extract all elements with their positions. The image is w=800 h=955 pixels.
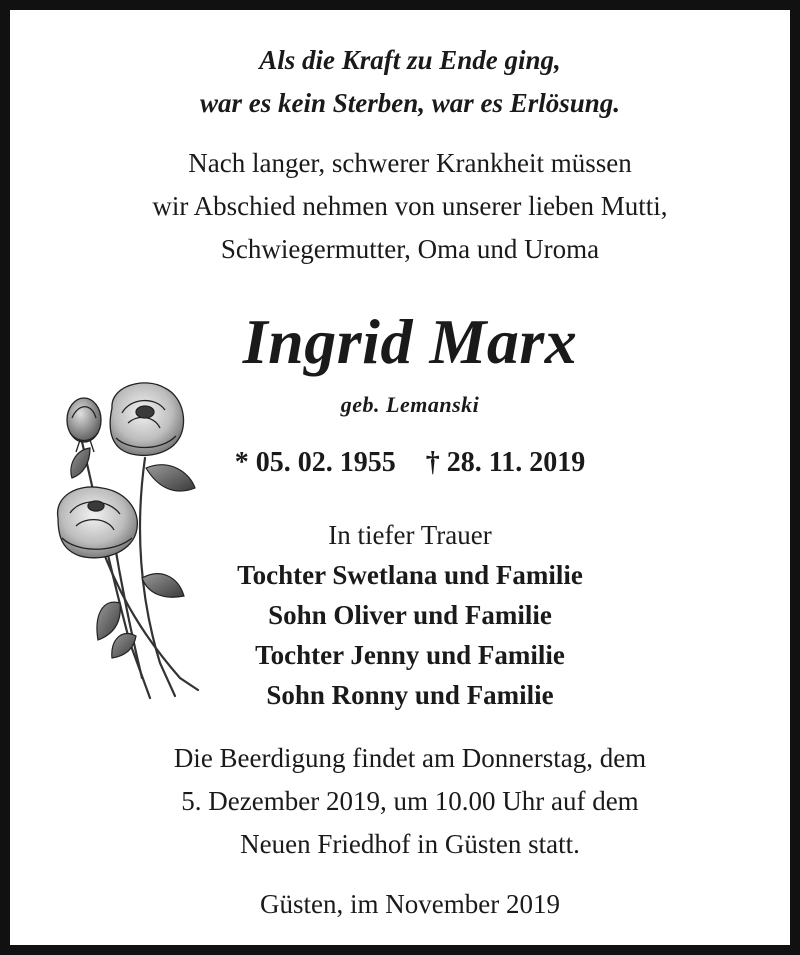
intro-line-3: Schwiegermutter, Oma und Uroma — [220, 234, 600, 264]
funeral-line-1: Die Beerdigung findet am Donnerstag, dem — [173, 743, 647, 773]
mourner-3: Tochter Jenny und Familie — [255, 640, 565, 670]
birth-name: geb. Lemanski — [340, 392, 480, 417]
funeral-line-2: 5. Dezember 2019, um 10.00 Uhr auf dem — [181, 786, 639, 816]
mourner-4: Sohn Ronny und Familie — [266, 680, 554, 710]
funeral-line-3: Neuen Friedhof in Güsten statt. — [240, 829, 580, 859]
mourner-1: Tochter Swetlana und Familie — [237, 560, 583, 590]
birth-date: * 05. 02. 1955 — [234, 447, 396, 478]
closing-line: Güsten, im November 2019 — [260, 889, 560, 919]
mourner-2: Sohn Oliver und Familie — [268, 600, 552, 630]
motto-line-1: Als die Kraft zu Ende ging, — [259, 45, 561, 75]
deceased-name: Ingrid Marx — [242, 306, 578, 377]
mourners-heading: In tiefer Trauer — [328, 520, 492, 550]
motto-line-2: war es kein Sterben, war es Erlösung. — [199, 88, 621, 118]
intro-line-2: wir Abschied nehmen von unserer lieben Mutti, — [152, 191, 668, 221]
roses-illustration-icon — [50, 378, 210, 703]
intro-line-1: Nach langer, schwerer Krankheit müssen — [188, 148, 632, 178]
death-date: † 28. 11. 2019 — [425, 447, 586, 478]
